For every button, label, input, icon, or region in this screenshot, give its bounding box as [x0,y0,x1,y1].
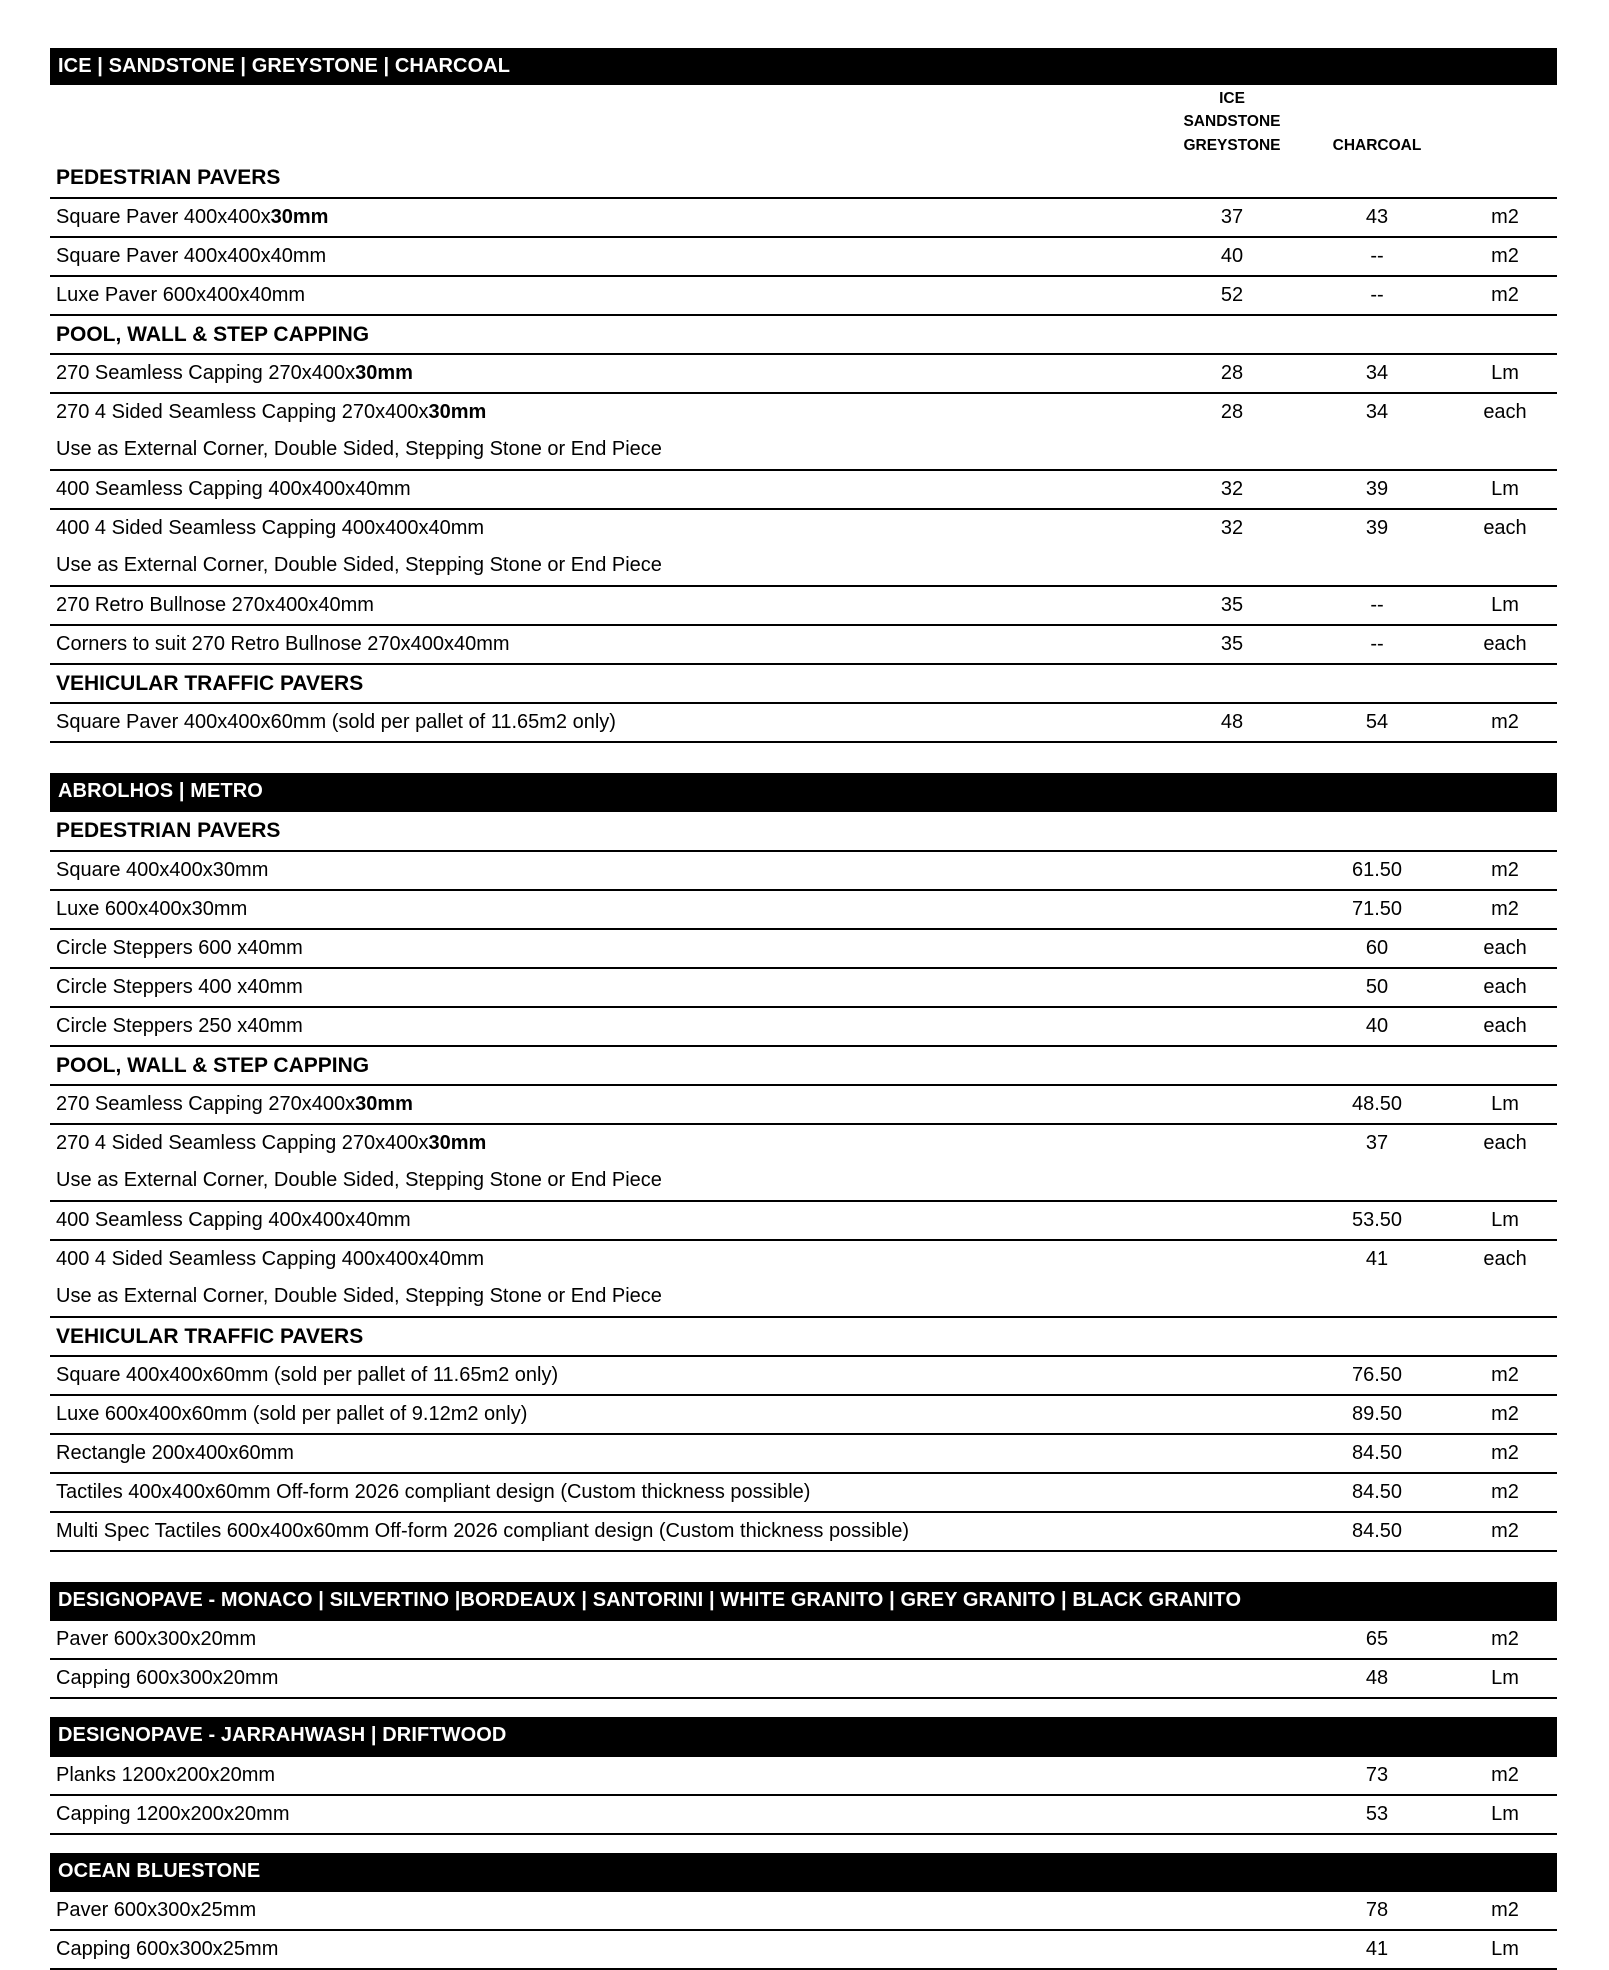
note-text: Use as External Corner, Double Sided, Stepping Stone or End Piece [56,553,662,576]
section-banner-row [50,1582,1557,1620]
price-charcoal: -- [1297,237,1457,276]
unit-of-measure: m2 [1457,1756,1557,1795]
price-charcoal: 73 [1297,1756,1457,1795]
product-description [50,509,1167,547]
product-description [50,968,1167,1007]
note-row [50,1278,1557,1317]
price-ice-sandstone-greystone [1167,890,1297,929]
column-header-description [50,85,1167,159]
price-charcoal: 84.50 [1297,1434,1457,1473]
section-spacer [50,1835,1557,1853]
unit-of-measure: m2 [1457,1891,1557,1930]
unit-of-measure: m2 [1457,1395,1557,1434]
unit-of-measure: Lm [1457,1930,1557,1969]
product-description [50,1473,1167,1512]
product-description [50,1795,1167,1834]
product-description-text: Capping 600x300x20mm [56,1667,279,1690]
group-heading-label: PEDESTRIAN PAVERS [56,166,281,190]
section-banner-label: OCEAN BLUESTONE [50,1853,1557,1891]
unit-of-measure: m2 [1457,1473,1557,1512]
product-description-text: 400 Seamless Capping 400x400x40mm [56,477,411,500]
product-description [50,1512,1167,1551]
price-charcoal: 53 [1297,1795,1457,1834]
column-header-unit [1457,85,1557,159]
price-ice-sandstone-greystone: 32 [1167,470,1297,509]
table-row [50,625,1557,664]
price-charcoal: 39 [1297,509,1457,547]
product-description [50,851,1167,890]
unit-of-measure: Lm [1457,354,1557,393]
product-description-text: Paver 600x300x20mm [56,1628,257,1651]
column-header-line: GREYSTONE [1183,136,1281,154]
product-description-emphasis: 30mm [428,1131,487,1154]
table-row [50,851,1557,890]
table-row [50,1085,1557,1124]
product-description [50,1620,1167,1659]
price-ice-sandstone-greystone [1167,1395,1297,1434]
note-text: Use as External Corner, Double Sided, Stepping Stone or End Piece [56,1284,662,1307]
price-ice-sandstone-greystone [1167,1007,1297,1046]
product-description-text: Square Paver 400x400x [56,205,271,228]
unit-of-measure: Lm [1457,586,1557,625]
product-description [50,1007,1167,1046]
note-row [50,547,1557,586]
product-description [50,586,1167,625]
table-row [50,198,1557,237]
product-description [50,1756,1167,1795]
product-description [50,929,1167,968]
unit-of-measure: m2 [1457,703,1557,742]
price-charcoal: 65 [1297,1620,1457,1659]
product-description-text: Capping 1200x200x20mm [56,1802,290,1825]
price-charcoal: 54 [1297,703,1457,742]
column-header-line: SANDSTONE [1183,113,1281,131]
product-description [50,1659,1167,1698]
price-charcoal: -- [1297,276,1457,315]
unit-of-measure: each [1457,1007,1557,1046]
product-description [50,237,1167,276]
table-row [50,1891,1557,1930]
section-banner-row [50,48,1557,85]
unit-of-measure: m2 [1457,1434,1557,1473]
product-description [50,276,1167,315]
price-charcoal: 39 [1297,470,1457,509]
product-description [50,1240,1167,1278]
price-ice-sandstone-greystone [1167,1085,1297,1124]
group-heading-label: PEDESTRIAN PAVERS [50,811,1557,850]
note-row [50,1162,1557,1201]
section-spacer [50,1552,1557,1582]
unit-of-measure: each [1457,929,1557,968]
price-charcoal: 40 [1297,1007,1457,1046]
price-charcoal: 61.50 [1297,851,1457,890]
product-description [50,198,1167,237]
price-charcoal: -- [1297,586,1457,625]
price-charcoal: 89.50 [1297,1395,1457,1434]
price-charcoal: 53.50 [1297,1201,1457,1240]
table-row [50,1620,1557,1659]
table-row [50,703,1557,742]
price-charcoal: 37 [1297,1124,1457,1162]
product-description-text: Circle Steppers 400 x40mm [56,975,303,998]
section-banner-label: DESIGNOPAVE - JARRAHWASH | DRIFTWOOD [50,1717,1557,1755]
group-heading-row [50,315,1557,354]
price-charcoal: 48.50 [1297,1085,1457,1124]
table-row [50,1240,1557,1278]
product-description [50,890,1167,929]
unit-of-measure: each [1457,968,1557,1007]
section-table [50,773,1557,1552]
price-charcoal: 84.50 [1297,1473,1457,1512]
product-description [50,1395,1167,1434]
table-row [50,1930,1557,1969]
price-ice-sandstone-greystone [1167,1756,1297,1795]
price-ice-sandstone-greystone: 52 [1167,276,1297,315]
group-heading-label: VEHICULAR TRAFFIC PAVERS [50,1317,1557,1356]
price-charcoal: 50 [1297,968,1457,1007]
section-banner-row [50,1717,1557,1755]
unit-of-measure: Lm [1457,1201,1557,1240]
product-description-text: 400 Seamless Capping 400x400x40mm [56,1208,411,1231]
price-ice-sandstone-greystone [1167,1240,1297,1278]
group-heading-row [50,1046,1557,1085]
price-ice-sandstone-greystone [1167,1795,1297,1834]
price-ice-sandstone-greystone [1167,1473,1297,1512]
product-description-text: Corners to suit 270 Retro Bullnose 270x400x40mm [56,632,510,655]
product-description-emphasis: 30mm [270,205,329,228]
unit-of-measure: Lm [1457,1659,1557,1698]
price-charcoal: 34 [1297,354,1457,393]
price-ice-sandstone-greystone [1167,929,1297,968]
unit-of-measure: m2 [1457,890,1557,929]
table-row [50,1473,1557,1512]
section-banner-row [50,1853,1557,1891]
price-ice-sandstone-greystone [1167,1434,1297,1473]
product-description [50,1201,1167,1240]
note-text: Use as External Corner, Double Sided, Stepping Stone or End Piece [56,1168,662,1191]
product-description [50,1891,1167,1930]
product-description-text: Square Paver 400x400x60mm (sold per pallet of 11.65m2 only) [56,710,616,733]
group-heading-row [50,664,1557,703]
product-description [50,354,1167,393]
product-description-text: Tactiles 400x400x60mm Off-form 2026 compliant design (Custom thickness possible) [56,1480,811,1503]
price-ice-sandstone-greystone [1167,851,1297,890]
table-row [50,1659,1557,1698]
table-row [50,1201,1557,1240]
product-description-text: Square 400x400x60mm (sold per pallet of 11.65m2 only) [56,1363,559,1386]
price-ice-sandstone-greystone [1167,1356,1297,1395]
product-description [50,1434,1167,1473]
unit-of-measure: each [1457,1240,1557,1278]
price-ice-sandstone-greystone: 37 [1167,198,1297,237]
price-charcoal: 48 [1297,1659,1457,1698]
unit-of-measure: m2 [1457,851,1557,890]
product-description-text: 270 Seamless Capping 270x400x [56,361,356,384]
section-table [50,48,1557,743]
unit-of-measure: Lm [1457,1085,1557,1124]
table-row [50,509,1557,547]
unit-of-measure: each [1457,625,1557,664]
product-description-text: Luxe 600x400x30mm [56,897,248,920]
price-ice-sandstone-greystone [1167,1124,1297,1162]
price-charcoal: 76.50 [1297,1356,1457,1395]
price-ice-sandstone-greystone: 35 [1167,586,1297,625]
price-charcoal: 41 [1297,1240,1457,1278]
unit-of-measure: each [1457,393,1557,431]
section-spacer [50,1699,1557,1717]
product-description-text: Square 400x400x30mm [56,858,269,881]
product-description-text: 270 Retro Bullnose 270x400x40mm [56,593,374,616]
product-description-emphasis: 30mm [355,1092,413,1115]
column-header-charcoal: CHARCOAL [1332,136,1422,154]
product-description-text: Planks 1200x200x20mm [56,1763,276,1786]
table-row [50,1395,1557,1434]
note-text: Use as External Corner, Double Sided, Stepping Stone or End Piece [56,437,662,460]
section-table [50,1717,1557,1834]
group-heading-row [50,159,1557,197]
product-description-text: Rectangle 200x400x60mm [56,1441,294,1464]
price-ice-sandstone-greystone: 28 [1167,354,1297,393]
product-description [50,470,1167,509]
table-row [50,354,1557,393]
note-row [50,431,1557,470]
table-row [50,1434,1557,1473]
price-charcoal: -- [1297,625,1457,664]
column-header-row [50,85,1557,159]
table-row [50,929,1557,968]
column-header-ice-sandstone-greystone [1167,85,1297,159]
price-ice-sandstone-greystone [1167,1930,1297,1969]
unit-of-measure: m2 [1457,237,1557,276]
group-heading-row [50,811,1557,850]
price-ice-sandstone-greystone: 48 [1167,703,1297,742]
product-description-text: Multi Spec Tactiles 600x400x60mm Off-form 2026 compliant design (Custom thickness possible) [56,1519,909,1542]
group-heading-label: POOL, WALL & STEP CAPPING [50,315,1557,354]
product-description-emphasis: 30mm [428,400,487,423]
price-ice-sandstone-greystone: 32 [1167,509,1297,547]
price-list-tables [50,48,1557,1970]
column-header-line: ICE [1219,89,1245,107]
section-table [50,1853,1557,1970]
table-row [50,1356,1557,1395]
price-ice-sandstone-greystone: 40 [1167,237,1297,276]
product-description-text: Capping 600x300x25mm [56,1938,279,1961]
price-charcoal: 84.50 [1297,1512,1457,1551]
unit-of-measure: each [1457,1124,1557,1162]
price-charcoal: 41 [1297,1930,1457,1969]
product-description-text: 400 4 Sided Seamless Capping 400x400x40mm [56,516,485,539]
table-row [50,586,1557,625]
product-description [50,1124,1167,1162]
table-row [50,890,1557,929]
unit-of-measure: m2 [1457,1356,1557,1395]
section-spacer [50,743,1557,773]
product-description [50,703,1167,742]
product-description-emphasis: 30mm [355,361,413,384]
table-row [50,1512,1557,1551]
product-description [50,1930,1167,1969]
price-ice-sandstone-greystone [1167,1620,1297,1659]
price-ice-sandstone-greystone [1167,1512,1297,1551]
price-charcoal: 34 [1297,393,1457,431]
product-description [50,1085,1167,1124]
product-description-text: Circle Steppers 250 x40mm [56,1014,303,1037]
section-banner-label: DESIGNOPAVE - MONACO | SILVERTINO |BORDEAUX | SANTORINI | WHITE GRANITO | GREY GRANITO | BLACK GRANITO [50,1582,1557,1620]
group-heading-row [50,1317,1557,1356]
table-row [50,1756,1557,1795]
price-ice-sandstone-greystone: 35 [1167,625,1297,664]
unit-of-measure: m2 [1457,276,1557,315]
unit-of-measure: m2 [1457,198,1557,237]
product-description-text: Square Paver 400x400x40mm [56,244,327,267]
price-ice-sandstone-greystone [1167,968,1297,1007]
price-ice-sandstone-greystone [1167,1891,1297,1930]
price-charcoal: 43 [1297,198,1457,237]
unit-of-measure: Lm [1457,470,1557,509]
price-ice-sandstone-greystone: 28 [1167,393,1297,431]
product-description-text: 270 4 Sided Seamless Capping 270x400x [56,1131,429,1154]
price-charcoal: 78 [1297,1891,1457,1930]
group-heading-label: VEHICULAR TRAFFIC PAVERS [50,664,1557,703]
product-description [50,1356,1167,1395]
table-row [50,276,1557,315]
product-description-text: Circle Steppers 600 x40mm [56,936,303,959]
product-description-text: Luxe 600x400x60mm (sold per pallet of 9.12m2 only) [56,1402,528,1425]
product-description-text: 270 Seamless Capping 270x400x [56,1092,356,1115]
table-row [50,1007,1557,1046]
table-row [50,237,1557,276]
price-charcoal: 60 [1297,929,1457,968]
table-row [50,470,1557,509]
product-description-text: Luxe Paver 600x400x40mm [56,283,306,306]
price-ice-sandstone-greystone [1167,1659,1297,1698]
unit-of-measure: m2 [1457,1620,1557,1659]
group-heading-label: POOL, WALL & STEP CAPPING [50,1046,1557,1085]
table-row [50,393,1557,431]
product-description-text: 270 4 Sided Seamless Capping 270x400x [56,400,429,423]
product-description-text: Paver 600x300x25mm [56,1899,257,1922]
product-description [50,625,1167,664]
unit-of-measure: each [1457,509,1557,547]
section-table [50,1582,1557,1699]
section-banner-label: ABROLHOS | METRO [50,773,1557,811]
unit-of-measure: Lm [1457,1795,1557,1834]
table-row [50,1795,1557,1834]
price-charcoal: 71.50 [1297,890,1457,929]
unit-of-measure: m2 [1457,1512,1557,1551]
section-banner-row [50,773,1557,811]
product-description [50,393,1167,431]
product-description-text: 400 4 Sided Seamless Capping 400x400x40mm [56,1247,485,1270]
table-row [50,1124,1557,1162]
section-banner-label: ICE | SANDSTONE | GREYSTONE | CHARCOAL [50,48,1557,85]
table-row [50,968,1557,1007]
price-ice-sandstone-greystone [1167,1201,1297,1240]
